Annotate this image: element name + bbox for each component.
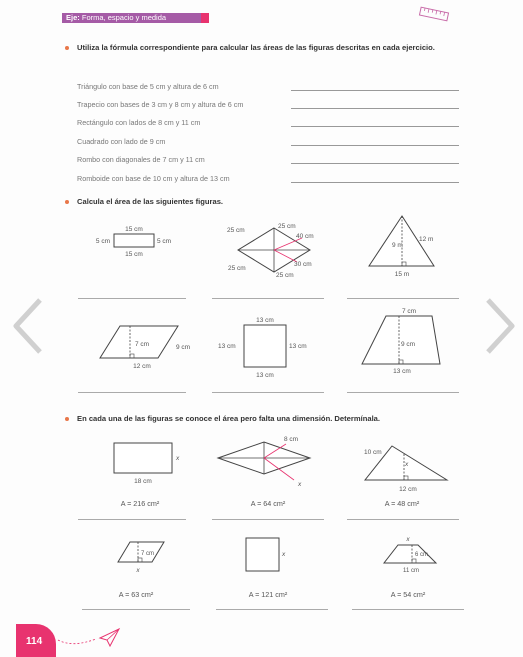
answer-line[interactable] (78, 392, 186, 393)
exercise1-item: Triángulo con base de 5 cm y altura de 6 cm (77, 82, 219, 91)
parallelogram-side-label: 9 cm (176, 344, 191, 351)
triangle-side-label: 12 m (419, 236, 434, 243)
rhombus-top-left-label: 25 cm (227, 227, 245, 234)
section-title: Forma, espacio y medida (81, 13, 167, 22)
answer-line[interactable] (291, 182, 459, 183)
rhombus-bottom-right-label: 25 cm (276, 272, 294, 279)
square-left-label: 13 cm (218, 343, 236, 350)
answer-line[interactable] (347, 392, 459, 393)
triangle-base-label: 15 m (394, 271, 410, 278)
triangle-area-label: A = 48 cm² (384, 499, 420, 508)
section-label: Eje: (66, 13, 80, 22)
rhombus-area-label: A = 64 cm² (250, 499, 286, 508)
triangle-height-label: 9 m (392, 242, 403, 249)
section-header-tab (201, 13, 209, 23)
exercise2-instruction: Calcula el área de las siguientes figuras. (77, 197, 224, 206)
triangle-unknown-height-label: x (405, 461, 409, 468)
trapezoid-unknown-figure (380, 533, 444, 575)
answer-line[interactable] (78, 519, 186, 520)
exercise3-instruction: En cada una de las figuras se conoce el área pero falta una dimensión. Determínala. (77, 414, 381, 423)
trapezoid-height-label: 9 cm (401, 341, 416, 348)
square-bottom-label: 13 cm (256, 372, 274, 379)
rectangle-unknown-side-label: x (176, 455, 180, 462)
next-page-chevron-icon[interactable] (484, 296, 518, 356)
answer-line[interactable] (347, 519, 459, 520)
bullet-icon (65, 417, 69, 421)
triangle-unknown-figure (360, 440, 452, 496)
answer-line[interactable] (291, 108, 459, 109)
exercise1-item: Romboide con base de 10 cm y altura de 13 cm (77, 174, 230, 183)
parallelogram-unknown-height-label: 7 cm (141, 551, 155, 557)
parallelogram-unknown-base-label: x (136, 567, 140, 574)
answer-line[interactable] (82, 609, 190, 610)
trapezoid-unknown-height-label: 6 cm (415, 552, 429, 558)
rectangle-unknown-figure (106, 440, 186, 490)
parallelogram-area-label: A = 63 cm² (118, 590, 154, 599)
paper-plane-icon (56, 624, 122, 648)
square-unknown-figure (242, 536, 294, 576)
answer-line[interactable] (291, 90, 459, 91)
exercise1-item: Cuadrado con lado de 9 cm (77, 137, 166, 146)
exercise1-item: Rectángulo con lados de 8 cm y 11 cm (77, 118, 201, 127)
trapezoid-figure (356, 306, 448, 378)
triangle-unknown-base-label: 12 cm (399, 486, 417, 493)
trapezoid-unknown-base-label: 11 cm (403, 568, 419, 574)
parallelogram-base-label: 12 cm (133, 363, 151, 370)
triangle-unknown-side-label: 10 cm (364, 449, 382, 456)
rhombus-diag-bottom-label: 30 cm (294, 261, 312, 268)
page-number: 114 (26, 636, 43, 647)
answer-line[interactable] (212, 298, 324, 299)
triangle-figure (362, 212, 452, 278)
trapezoid-area-label: A = 54 cm² (390, 590, 426, 599)
rectangle-area-label: A = 216 cm² (120, 499, 160, 508)
exercise1-item: Rombo con diagonales de 7 cm y 11 cm (77, 155, 205, 164)
parallelogram-figure (96, 322, 200, 372)
bullet-icon (65, 200, 69, 204)
answer-line[interactable] (352, 609, 464, 610)
square-unknown-side-label: x (282, 551, 286, 558)
parallelogram-height-label: 7 cm (135, 341, 150, 348)
trapezoid-unknown-top-label: x (406, 536, 410, 543)
square-figure (218, 314, 314, 380)
trapezoid-top-label: 7 cm (401, 308, 417, 315)
square-area-label: A = 121 cm² (248, 590, 288, 599)
rectangle-top-label: 15 cm (125, 226, 143, 233)
answer-line[interactable] (291, 145, 459, 146)
answer-line[interactable] (216, 609, 328, 610)
rhombus-figure (222, 220, 322, 282)
parallelogram-unknown-figure (114, 538, 170, 578)
prev-page-chevron-icon[interactable] (10, 296, 44, 356)
answer-line[interactable] (347, 298, 459, 299)
rhombus-unknown-diag-label: 8 cm (284, 436, 299, 443)
rectangle-right-label: 5 cm (157, 238, 172, 245)
rhombus-diag-top-label: 40 cm (296, 233, 314, 240)
rhombus-unknown-figure (214, 432, 314, 492)
trapezoid-base-label: 13 cm (393, 368, 411, 375)
rectangle-figure (90, 222, 180, 262)
answer-line[interactable] (212, 392, 324, 393)
rectangle-left-label: 5 cm (95, 238, 110, 245)
rhombus-top-right-label: 25 cm (278, 223, 296, 230)
exercise1-instruction: Utiliza la fórmula correspondiente para calcular las áreas de las figuras descritas en cada ejercicio. (77, 43, 435, 52)
answer-line[interactable] (212, 519, 324, 520)
section-header (62, 13, 209, 23)
answer-line[interactable] (291, 163, 459, 164)
rhombus-bottom-left-label: 25 cm (228, 265, 246, 272)
square-right-label: 13 cm (289, 343, 307, 350)
rhombus-unknown-x-label: x (298, 481, 302, 488)
square-top-label: 13 cm (256, 317, 274, 324)
ruler-icon (418, 5, 450, 23)
answer-line[interactable] (78, 298, 186, 299)
rectangle-bottom-label: 15 cm (125, 251, 143, 258)
answer-line[interactable] (291, 126, 459, 127)
bullet-icon (65, 46, 69, 50)
rectangle-unknown-base-label: 18 cm (134, 478, 152, 485)
exercise1-item: Trapecio con bases de 3 cm y 8 cm y altura de 6 cm (77, 100, 244, 109)
